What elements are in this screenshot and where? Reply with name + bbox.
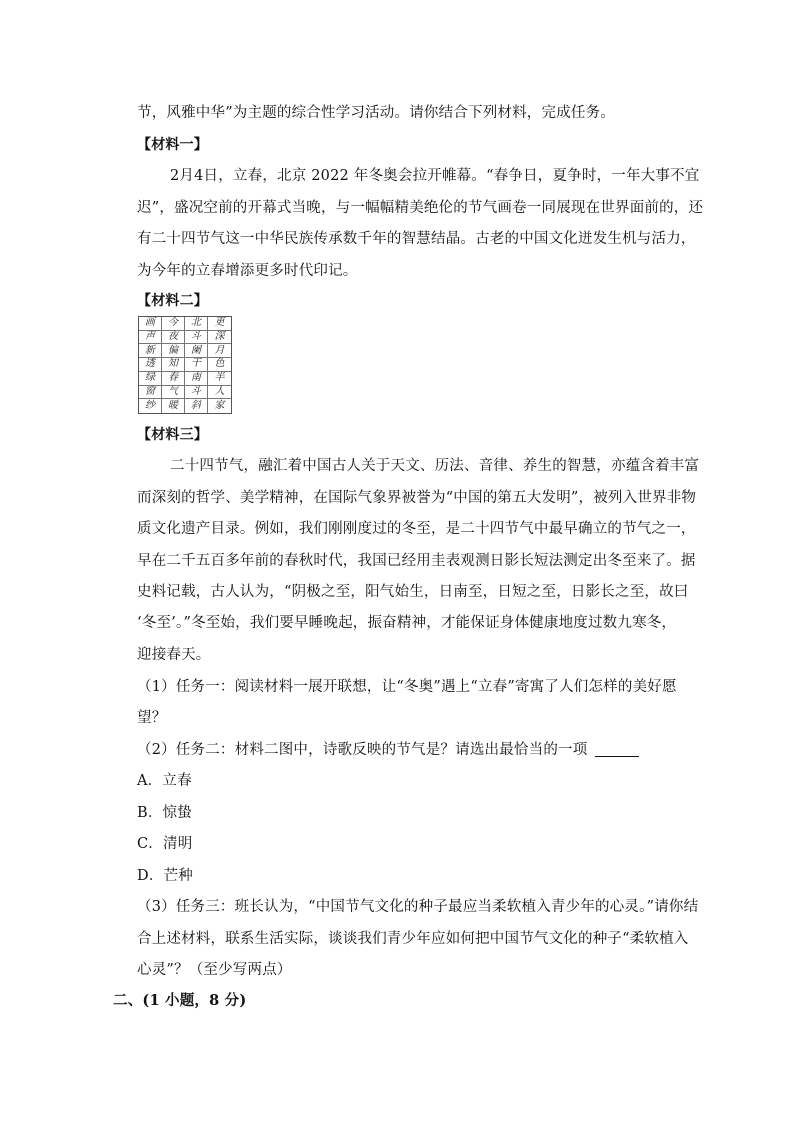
poem-grid-cell: 声 bbox=[139, 331, 162, 345]
poem-grid-cell: 新 bbox=[139, 344, 162, 358]
poem-grid-cell: 绿 bbox=[139, 372, 162, 386]
material2-heading: 【材料二】 bbox=[137, 293, 208, 309]
task1-question: （1）任务一：阅读材料一展开联想，让“冬奥”遇上“立春”寄寓了人们怎样的美好愿 bbox=[137, 679, 677, 695]
poem-grid-cell: 斜 bbox=[185, 399, 208, 413]
material3-line: 史料记载，古人认为，“阴极之至，阳气始生，日南至，日短之至，日影长之至，故曰 bbox=[137, 584, 689, 600]
material3-line: 早在二千五百多年前的春秋时代，我国已经用圭表观测日影长短法测定出冬至来了。据 bbox=[137, 553, 696, 569]
poem-grid-cell: 知 bbox=[162, 358, 185, 372]
option-b: B．惊蛰 bbox=[137, 805, 192, 821]
poem-grid-cell: 今 bbox=[162, 317, 185, 331]
option-c: C．清明 bbox=[137, 836, 193, 852]
material3-line: ‘冬至’。”冬至始，我们要早睡晚起，振奋精神，才能保证身体健康地度过数九寒冬， bbox=[137, 615, 677, 631]
poem-grid-cell: 暖 bbox=[162, 399, 185, 413]
material3-line: 二十四节气，融汇着中国古人关于天文、历法、音律、养生的智慧，亦蕴含着丰富 bbox=[170, 458, 700, 474]
material3-line: 迎接春天。 bbox=[137, 647, 211, 663]
poem-grid-cell: 更 bbox=[208, 317, 231, 331]
intro-line: 节，风雅中华”为主题的综合性学习活动。请你结合下列材料，完成任务。 bbox=[137, 105, 616, 121]
material1-line: 有二十四节气这一中华民族传承数千年的智慧结晶。古老的中国文化迸发生机与活力， bbox=[137, 231, 696, 247]
material1-line: 为今年的立春增添更多时代印记。 bbox=[137, 263, 358, 279]
material1-line: 2月4日，立春，北京 2022 年冬奥会拉开帷幕。“春争日，夏争时，一年大事不宜 bbox=[170, 168, 700, 184]
task3-question: （3）任务三：班长认为，“中国节气文化的种子最应当柔软植入青少年的心灵。”请你结 bbox=[137, 899, 699, 915]
poem-grid-cell: 偏 bbox=[162, 344, 185, 358]
task2-question-text: （2）任务二：材料二图中，诗歌反映的节气是？请选出最恰当的一项 bbox=[137, 742, 588, 758]
material1-heading: 【材料一】 bbox=[137, 137, 208, 153]
answer-blank[interactable] bbox=[595, 742, 639, 757]
poem-grid-cell: 斗 bbox=[185, 331, 208, 345]
poem-grid-image bbox=[138, 316, 232, 414]
poem-grid-cell: 家 bbox=[214, 400, 225, 412]
option-d: D．芒种 bbox=[137, 868, 193, 884]
poem-grid-cell: 阑 bbox=[185, 344, 208, 358]
poem-grid-cell: 南 bbox=[185, 372, 208, 386]
poem-grid-cell: 月 bbox=[208, 344, 231, 358]
poem-grid-cell: 窗 bbox=[139, 386, 162, 400]
material1-line: 迟”，盛况空前的开幕式当晚，与一幅幅精美绝伦的节气画卷一同展现在世界面前的，还 bbox=[137, 200, 704, 216]
poem-grid-cell: 夜 bbox=[162, 331, 185, 345]
poem-grid-cell: 透 bbox=[139, 358, 162, 372]
task3-question: 心灵”？（至少写两点） bbox=[137, 962, 292, 978]
task2-question bbox=[137, 740, 682, 760]
material3-heading: 【材料三】 bbox=[137, 427, 208, 443]
material3-line: 而深刻的哲学、美学精神，在国际气象界被誉为“中国的第五大发明”，被列入世界非物 bbox=[137, 490, 697, 506]
poem-grid-cell: 纱 bbox=[139, 399, 162, 413]
poem-grid-cell: 色 bbox=[208, 358, 231, 372]
poem-grid-cell: 斗 bbox=[185, 386, 208, 400]
task1-question: 望？ bbox=[137, 710, 167, 726]
option-a: A．立春 bbox=[137, 773, 192, 789]
poem-grid-cell: 春 bbox=[162, 372, 185, 386]
section-heading: 二、(1 小题，8 分) bbox=[113, 992, 247, 1009]
material3-line: 质文化遗产目录。例如，我们刚刚度过的冬至，是二十四节气中最早确立的节气之一， bbox=[137, 521, 696, 537]
poem-grid-cell: 气 bbox=[162, 386, 185, 400]
poem-grid-cell: 人 bbox=[208, 386, 231, 400]
poem-grid-cell: 北 bbox=[185, 317, 208, 331]
task3-question: 合上述材料，联系生活实际，谈谈我们青少年应如何把中国节气文化的种子“柔软植入 bbox=[137, 931, 689, 947]
poem-grid-cell: 半 bbox=[208, 372, 231, 386]
poem-grid-cell: 深 bbox=[208, 331, 231, 345]
poem-grid-cell: 干 bbox=[185, 358, 208, 372]
poem-grid-cell: 画 bbox=[139, 317, 162, 331]
